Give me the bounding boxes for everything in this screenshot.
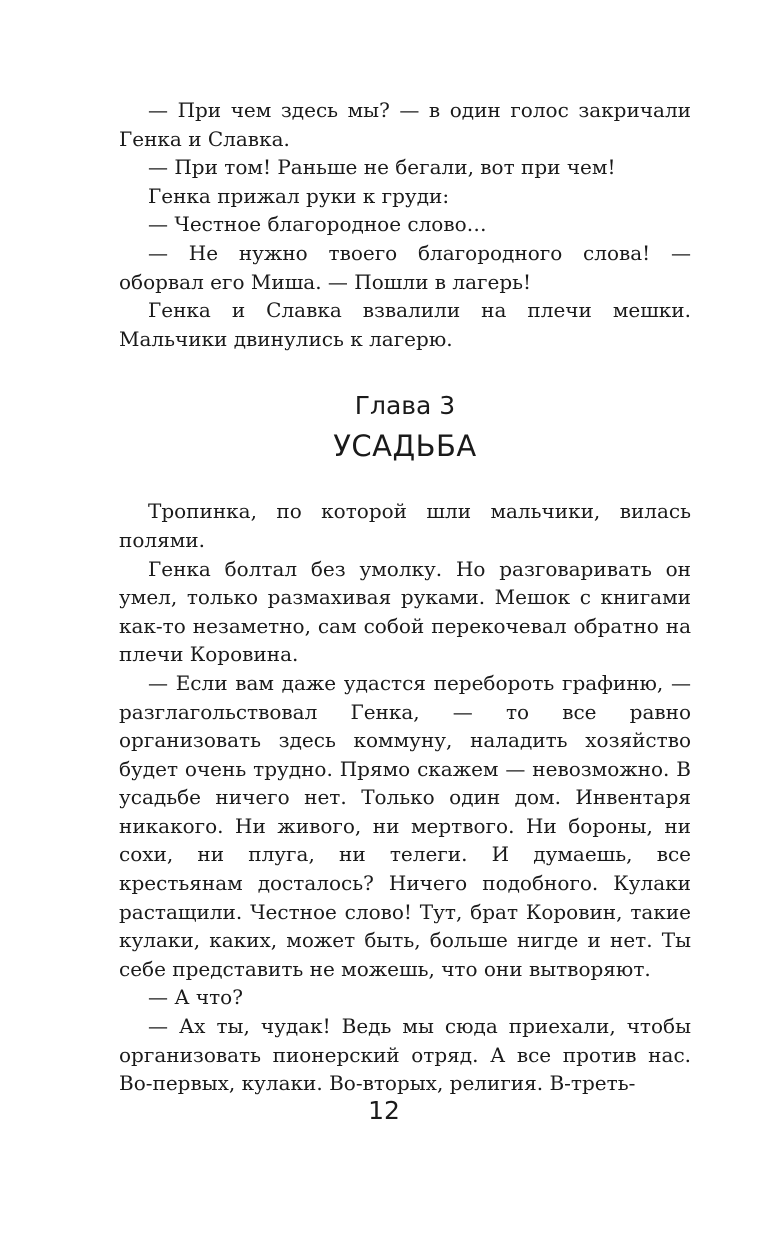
paragraph: — Честное благородное слово… (148, 212, 487, 237)
paragraph: — Ах ты, чудак! Ведь мы сюда приехали, чтобы организовать пионерский отряд. А все против нас. Во-первых, кулаки. Во-вторых, религия. В-треть- (119, 1014, 691, 1096)
chapter-number: Глава 3 (354, 391, 456, 421)
paragraph: Тропинка, по которой шли мальчики, вилась полями. (119, 499, 691, 552)
page-number: 12 (368, 1096, 400, 1125)
paragraph: Генка болтал без умолку. Но разговаривать он умел, только размахивая руками. Мешок с книгами как-то незаметно, сам собой перекочевал обратно на плечи Коровина. (119, 556, 691, 667)
paragraph: Генка прижал руки к груди: (148, 183, 450, 208)
paragraph: — При чем здесь мы? — в один голос закричали Генка и Славка. (119, 98, 691, 151)
chapter-title: УСАДЬБА (333, 429, 477, 464)
chapter-heading (119, 391, 691, 463)
book-page (119, 96, 691, 1098)
paragraph: — Если вам даже удастся перебороть графиню, — разглагольствовал Генка, — то все равно организовать здесь коммуну, наладить хозяйство будет очень трудно. Прямо скажем — невозможно. В усадьбе ничего нет. Только один дом. Инвентаря никакого. Ни живого, ни мертвого. Ни бороны, ни сохи, ни плуга, ни телеги. И думаешь, все крестьянам досталось? Ничего подобного. Кулаки растащили. Честное слово! Тут, брат Коровин, такие кулаки, каких, может быть, больше нигде и нет. Ты себе представить не можешь, что они вытворяют. (119, 670, 691, 981)
paragraph: — А что? (148, 985, 243, 1010)
paragraph: — При том! Раньше не бегали, вот при чем! (148, 155, 616, 180)
paragraph: Генка и Славка взвалили на плечи мешки. Мальчики двинулись к лагерю. (119, 298, 691, 351)
paragraph: — Не нужно твоего благородного слова! — оборвал его Миша. — Пошли в лагерь! (119, 240, 691, 294)
